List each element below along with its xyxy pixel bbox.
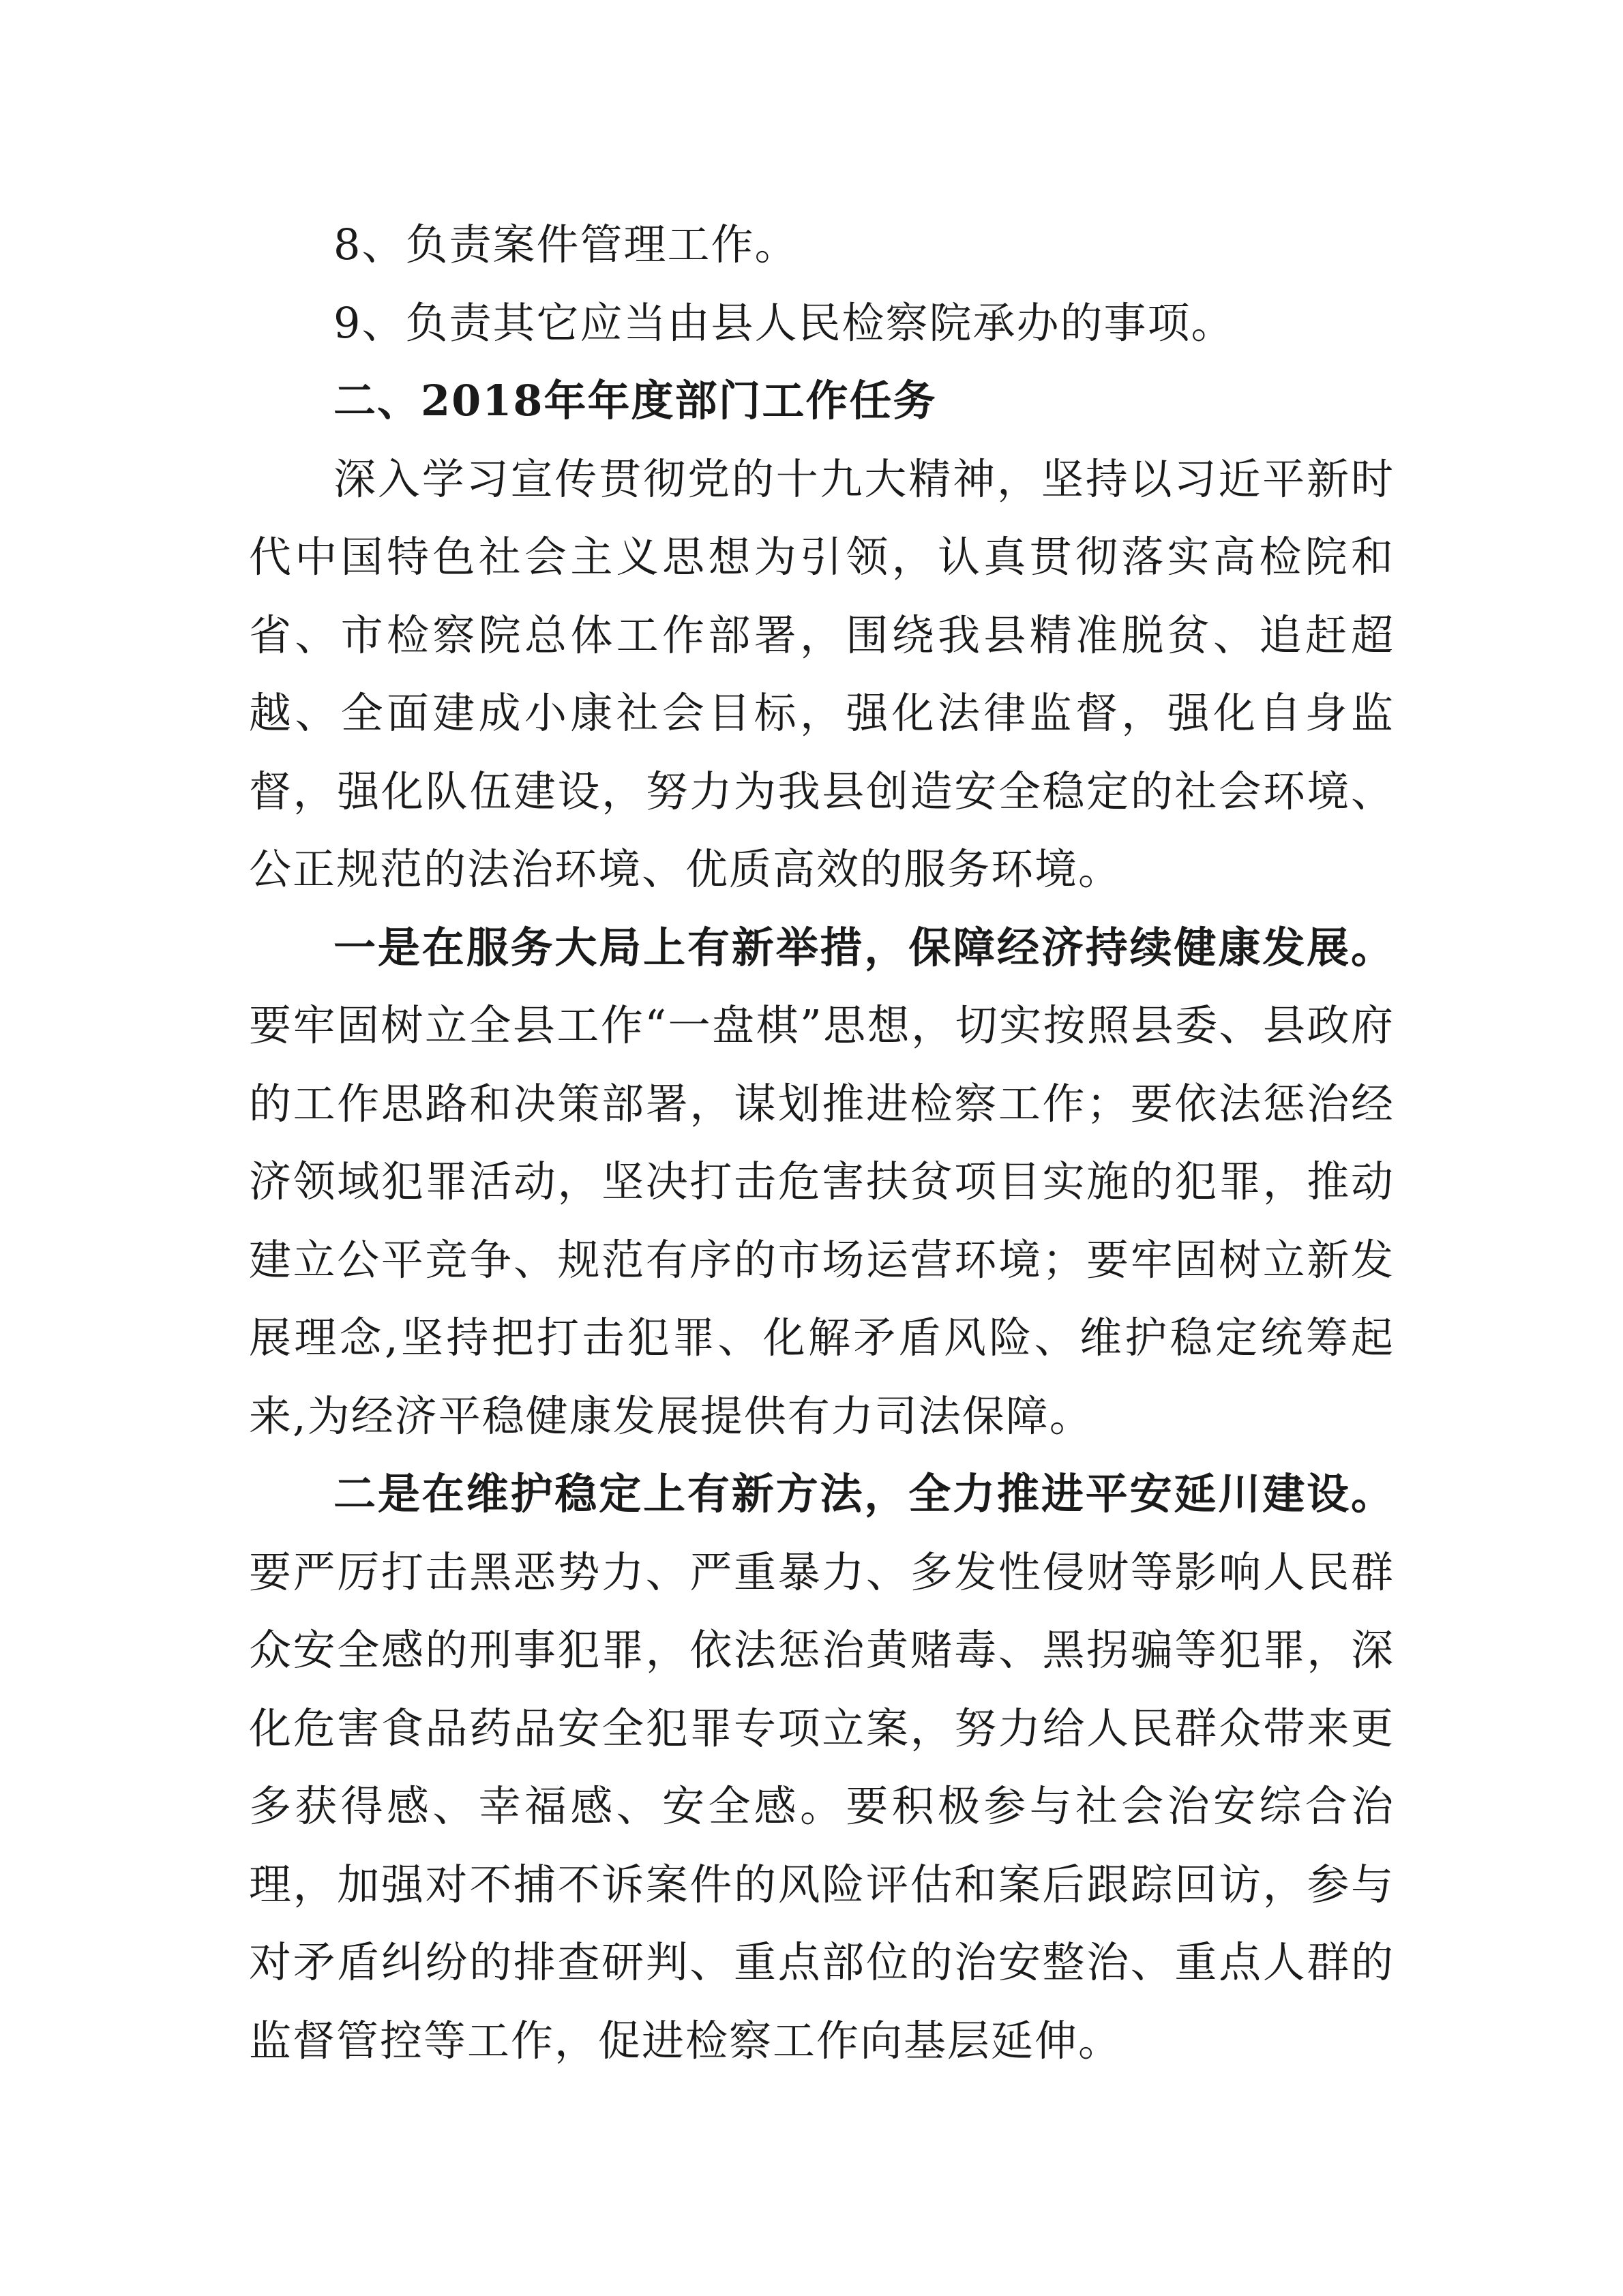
list-item-8: 8、负责案件管理工作。 — [333, 220, 799, 269]
intro-paragraph: 深入学习宣传贯彻党的十九大精神，坚持以习近平新时代中国特色社会主义思想为引领，认真贯彻落实高检院和省、市检察院总体工作部署，围绕我县精准脱贫、追赶超越、全面建成小康社会目标，强化法律监督，强化自身监督，强化队伍建设，努力为我县创造安全稳定的社会环境、公正规范的法治环境、优质高效的服务环境。 — [249, 453, 1395, 894]
point-one-lead: 一是在服务大局上有新举措，保障经济持续健康发展。 — [333, 922, 1395, 972]
section-heading: 二、2018年年度部门工作任务 — [333, 376, 937, 426]
point-two-paragraph — [249, 1455, 1395, 2080]
document-body — [249, 206, 1395, 2080]
point-one-paragraph — [249, 909, 1395, 1456]
list-item-9: 9、负责其它应当由县人民检察院承办的事项。 — [333, 297, 1235, 348]
point-one-body: 要牢固树立全县工作“一盘棋”思想，切实按照县委、县政府的工作思路和决策部署，谋划推进检察工作；要依法惩治经济领域犯罪活动，坚决打击危害扶贫项目实施的犯罪，推动建立公平竞争、规范有序的市场运营环境；要牢固树立新发展理念,坚持把打击犯罪、化解矛盾风险、维护稳定统筹起来,为经济平稳健康发展提供有力司法保障。 — [249, 1000, 1395, 1441]
point-two-lead: 二是在维护稳定上有新方法，全力推进平安延川建设。 — [333, 1469, 1395, 1519]
point-two-body: 要严厉打击黑恶势力、严重暴力、多发性侵财等影响人民群众安全感的刑事犯罪，依法惩治黄赌毒、黑拐骗等犯罪，深化危害食品药品安全犯罪专项立案，努力给人民群众带来更多获得感、幸福感、安全感。要积极参与社会治安综合治理，加强对不捕不诉案件的风险评估和案后跟踪回访，参与对矛盾纠纷的排查研判、重点部位的治安整治、重点人群的监督管控等工作，促进检察工作向基层延伸。 — [249, 1547, 1395, 2066]
